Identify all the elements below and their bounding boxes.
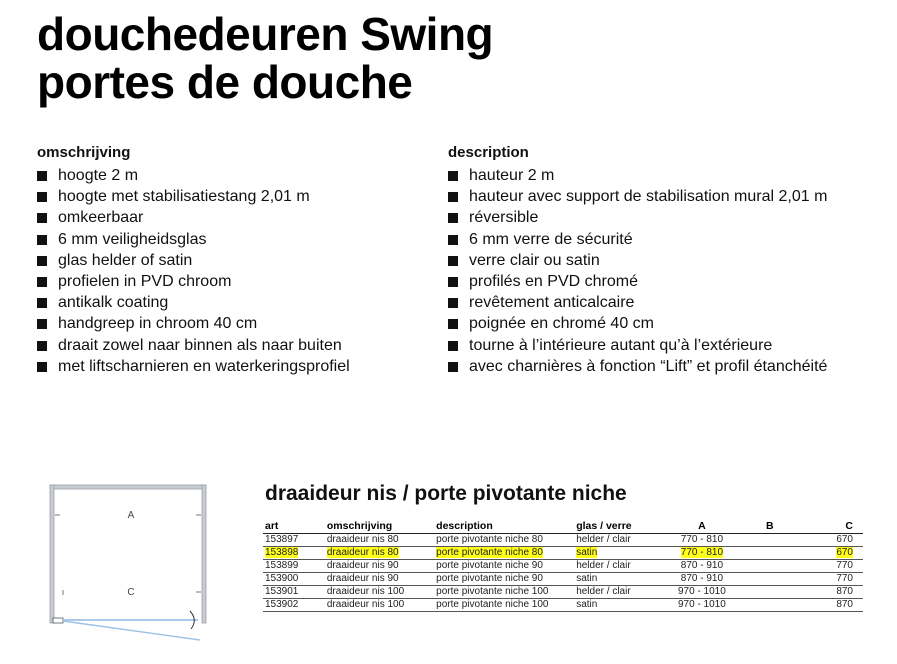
french-feature-list [448, 165, 827, 377]
cell-a-text: 770 - 810 [680, 547, 724, 558]
cell-b [737, 534, 802, 547]
list-item-text: 6 mm verre de sécurité [469, 230, 633, 248]
cell-c-text: 870 [836, 599, 853, 610]
cell-c [802, 534, 863, 547]
cell-omschrijving-text: draaideur nis 100 [326, 599, 405, 610]
bullet-square-icon [37, 256, 47, 266]
bullet-square-icon [448, 213, 458, 223]
bullet-square-icon [37, 192, 47, 202]
cell-c [802, 560, 863, 573]
dutch-heading: omschrijving [37, 144, 131, 161]
bullet-square-icon [448, 277, 458, 287]
cell-b [737, 573, 802, 586]
cell-c-text: 770 [836, 560, 853, 571]
cell-glas [574, 547, 666, 560]
cell-omschrijving [325, 586, 434, 599]
cell-a-text: 770 - 810 [680, 534, 724, 545]
cell-art-text: 153901 [265, 586, 299, 597]
cell-art-text: 153899 [265, 560, 299, 571]
header-omschrijving: omschrijving [325, 519, 434, 534]
cell-a [667, 586, 738, 599]
header-glas: glas / verre [574, 519, 666, 534]
cell-c [802, 547, 863, 560]
cell-b [737, 586, 802, 599]
list-item-text: hauteur 2 m [469, 167, 555, 184]
list-item-text: avec charnières à fonction “Lift” et profil étanchéité [469, 357, 828, 375]
cell-description [434, 534, 574, 547]
list-item [37, 271, 350, 292]
cell-glas-text: satin [576, 547, 598, 558]
right-wall [202, 485, 206, 623]
bullet-square-icon [448, 256, 458, 266]
cell-description-text: porte pivotante niche 80 [436, 547, 543, 558]
cell-glas [574, 534, 666, 547]
cell-a [667, 534, 738, 547]
table-row [263, 547, 863, 560]
list-item [448, 207, 827, 228]
list-item-text: hoogte met stabilisatiestang 2,01 m [58, 188, 310, 206]
cell-a [667, 560, 738, 573]
cell-glas-text: satin [576, 599, 598, 610]
cell-description [434, 599, 574, 612]
list-item-text: poignée en chromé 40 cm [469, 315, 654, 333]
list-item-text: draait zowel naar binnen als naar buiten [58, 336, 342, 354]
cell-b [737, 547, 802, 560]
list-item-text: réversible [469, 209, 539, 227]
cell-glas-text: helder / clair [576, 560, 631, 571]
cell-description-text: porte pivotante niche 90 [436, 573, 543, 584]
list-item-text: glas helder of satin [58, 251, 193, 269]
cell-art-text: 153902 [265, 599, 299, 610]
list-item [448, 313, 827, 334]
bullet-square-icon [37, 171, 47, 181]
list-item-text: hoogte 2 m [58, 167, 139, 184]
table-row [263, 573, 863, 586]
bullet-square-icon [448, 319, 458, 329]
list-item [448, 229, 827, 250]
hinge [53, 618, 63, 623]
header-description: description [434, 519, 574, 534]
cell-c-text: 770 [836, 573, 853, 584]
list-item-text: profilés en PVD chromé [469, 273, 638, 291]
table-row [263, 586, 863, 599]
cell-a-text: 970 - 1010 [677, 599, 726, 610]
cell-omschrijving-text: draaideur nis 80 [326, 547, 399, 558]
dutch-feature-list [37, 165, 350, 377]
cell-art [263, 586, 325, 599]
list-item [37, 229, 350, 250]
header-b: B [737, 519, 802, 534]
bullet-square-icon [37, 213, 47, 223]
cell-c [802, 586, 863, 599]
bullet-square-icon [37, 319, 47, 329]
cell-description [434, 573, 574, 586]
list-item-text: tourne à l’intérieure autant qu’à l’extérieure [469, 336, 773, 354]
list-item-text: omkeerbaar [58, 209, 144, 227]
title-line-dutch: douchedeuren Swing [37, 8, 494, 60]
french-heading: description [448, 144, 529, 161]
page-title [37, 10, 493, 106]
cell-glas-text: satin [576, 573, 598, 584]
cell-omschrijving-text: draaideur nis 90 [326, 573, 399, 584]
cell-art-text: 153898 [265, 547, 299, 558]
list-item [448, 250, 827, 271]
bullet-square-icon [37, 362, 47, 372]
list-item-text: hauteur avec support de stabilisation mural 2,01 m [469, 188, 828, 206]
cell-b [737, 599, 802, 612]
list-item [448, 292, 827, 313]
cell-glas [574, 573, 666, 586]
list-item-text: profielen in PVD chroom [58, 273, 232, 291]
cell-a [667, 573, 738, 586]
list-item-text: verre clair ou satin [469, 251, 600, 269]
dutch-description [37, 144, 350, 377]
cell-c-text: 670 [836, 534, 853, 545]
list-item [37, 165, 350, 186]
cell-art [263, 534, 325, 547]
dimension-label-a: A [127, 510, 135, 521]
list-item-text: met liftscharnieren en waterkeringsprofiel [58, 357, 350, 375]
cell-art [263, 560, 325, 573]
cell-description [434, 586, 574, 599]
door-plan-diagram [48, 480, 208, 650]
list-item-text: revêtement anticalcaire [469, 294, 635, 312]
cell-description [434, 547, 574, 560]
cell-omschrijving [325, 534, 434, 547]
table-header-row [263, 519, 863, 534]
cell-art [263, 573, 325, 586]
table-row [263, 534, 863, 547]
cell-omschrijving-text: draaideur nis 80 [326, 534, 399, 545]
header-c: C [802, 519, 863, 534]
list-item-text: antikalk coating [58, 294, 169, 312]
list-item [37, 207, 350, 228]
cell-a [667, 599, 738, 612]
bullet-square-icon [37, 235, 47, 245]
bullet-square-icon [448, 341, 458, 351]
list-item [448, 186, 827, 207]
cell-description-text: porte pivotante niche 100 [436, 599, 549, 610]
list-item [448, 356, 827, 377]
cell-a-text: 970 - 1010 [677, 586, 726, 597]
list-item [37, 186, 350, 207]
cell-omschrijving-text: draaideur nis 90 [326, 560, 399, 571]
list-item-text: handgreep in chroom 40 cm [58, 315, 258, 333]
top-wall [50, 485, 206, 489]
cell-a [667, 547, 738, 560]
header-art: art [263, 519, 325, 534]
cell-b [737, 560, 802, 573]
list-item [448, 335, 827, 356]
list-item [37, 335, 350, 356]
table-title: draaideur nis / porte pivotante niche [265, 482, 627, 505]
cell-c-text: 870 [836, 586, 853, 597]
cell-glas-text: helder / clair [576, 534, 631, 545]
bullet-square-icon [448, 192, 458, 202]
cell-art [263, 599, 325, 612]
table-row [263, 560, 863, 573]
french-description [448, 144, 827, 377]
list-item [37, 292, 350, 313]
bullet-square-icon [448, 235, 458, 245]
table-row [263, 599, 863, 612]
cell-a-text: 870 - 910 [680, 560, 724, 571]
product-table [263, 519, 863, 612]
left-wall [50, 485, 54, 623]
list-item [448, 165, 827, 186]
list-item-text: 6 mm veiligheidsglas [58, 230, 207, 248]
cell-omschrijving [325, 547, 434, 560]
cell-art [263, 547, 325, 560]
cell-omschrijving [325, 599, 434, 612]
bullet-square-icon [37, 341, 47, 351]
cell-omschrijving-text: draaideur nis 100 [326, 586, 405, 597]
cell-glas-text: helder / clair [576, 586, 631, 597]
list-item [37, 250, 350, 271]
cell-glas [574, 586, 666, 599]
cell-glas [574, 560, 666, 573]
cell-a-text: 870 - 910 [680, 573, 724, 584]
header-a: A [667, 519, 738, 534]
cell-omschrijving [325, 560, 434, 573]
cell-description [434, 560, 574, 573]
cell-glas [574, 599, 666, 612]
list-item [37, 313, 350, 334]
bullet-square-icon [448, 171, 458, 181]
bullet-square-icon [37, 298, 47, 308]
door-open [63, 621, 200, 640]
cell-c [802, 599, 863, 612]
cell-description-text: porte pivotante niche 100 [436, 586, 549, 597]
title-line-french: portes de douche [37, 56, 413, 108]
cell-art-text: 153900 [265, 573, 299, 584]
list-item [448, 271, 827, 292]
cell-c-text: 670 [836, 547, 853, 558]
cell-omschrijving [325, 573, 434, 586]
cell-description-text: porte pivotante niche 80 [436, 534, 543, 545]
cell-art-text: 153897 [265, 534, 299, 545]
dimension-label-c: C [127, 587, 135, 598]
list-item [37, 356, 350, 377]
cell-description-text: porte pivotante niche 90 [436, 560, 543, 571]
bullet-square-icon [448, 298, 458, 308]
cell-c [802, 573, 863, 586]
bullet-square-icon [448, 362, 458, 372]
bullet-square-icon [37, 277, 47, 287]
